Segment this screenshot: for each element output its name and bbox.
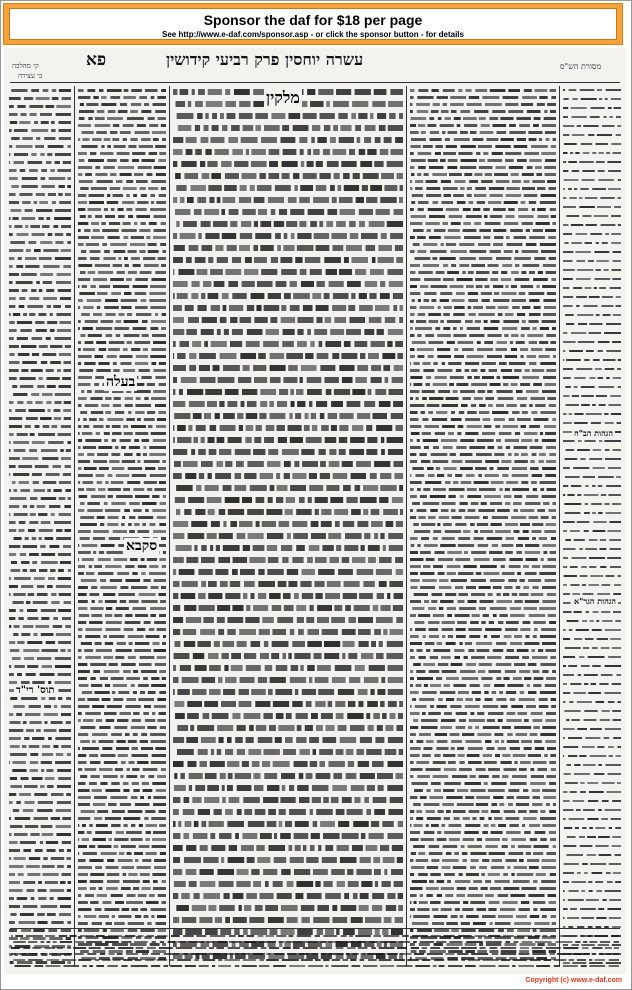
sponsor-button[interactable] (3, 3, 623, 45)
left-corner-top: קי מהלכה (12, 62, 39, 70)
chapter-header: עשרה יוחסין פרק רביעי קידושין (166, 50, 364, 69)
gemara-opening-word: מלקין (266, 88, 300, 107)
column-divider-1 (74, 86, 75, 966)
column-divider-4 (559, 86, 560, 966)
margin-notes-column (562, 86, 622, 966)
right-corner: מסורת הש"ס (560, 62, 602, 71)
left-corner-bottom: כי עצירה (18, 72, 43, 80)
hagahot-bach-heading: הגהות הב"ח (574, 428, 613, 438)
sponsor-banner-panel (9, 8, 617, 40)
footnotes-block (10, 932, 620, 970)
tosafot-heading-word: בעלה (106, 374, 136, 390)
column-divider-2 (169, 86, 170, 966)
tosafot-heading-word-2: סקבא (126, 538, 158, 554)
tosafot-column (77, 86, 167, 966)
footnote-rule (10, 928, 620, 929)
sponsor-details-link[interactable]: See http://www.e-daf.com/sponsor.asp - or click the sponsor button - for details (162, 30, 464, 39)
header-rule (10, 82, 620, 83)
ein-mishpat-column (8, 86, 72, 966)
tosafot-rid-heading: תוס' רי"ד (16, 685, 55, 696)
copyright-notice: Copyright (c) www.e-daf.com (525, 977, 622, 984)
sponsor-title: Sponsor the daf for $18 per page (203, 12, 423, 28)
gemara-column (172, 86, 404, 966)
hagahot-gra-heading: הגהות הגר"א (574, 596, 617, 606)
talmud-page-scan (4, 48, 626, 974)
column-divider-3 (406, 86, 407, 966)
daf-number: פא (86, 50, 107, 70)
rashi-column (409, 86, 557, 966)
